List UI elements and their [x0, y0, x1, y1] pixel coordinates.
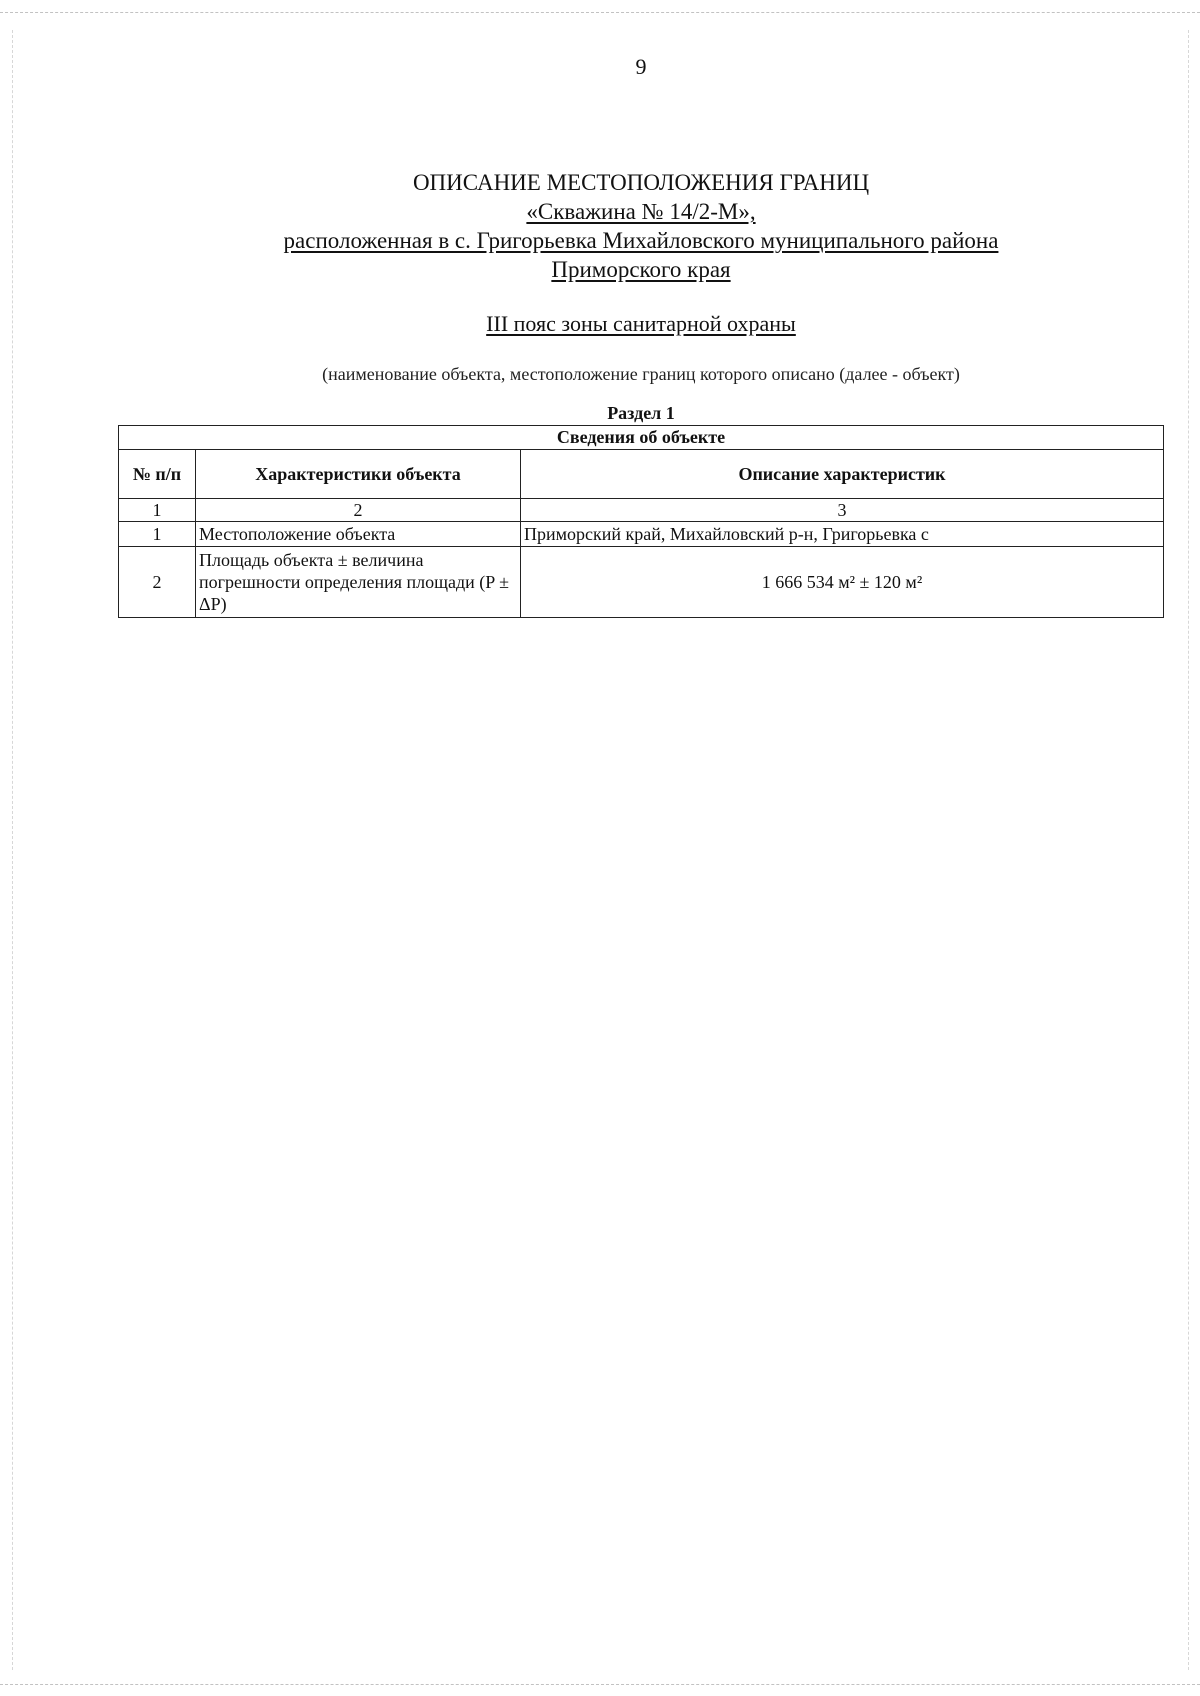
header-description: Описание характеристик [521, 450, 1164, 499]
row-characteristic: Площадь объекта ± величина погрешности определения площади (P ± ΔP) [196, 547, 521, 618]
row-description: Приморский край, Михайловский р-н, Григорьевка с [521, 522, 1164, 547]
column-number: 2 [196, 499, 521, 522]
title-line-4 [0, 255, 1200, 284]
table-row [119, 522, 1164, 547]
object-info-table [118, 425, 1164, 618]
row-number: 1 [119, 522, 196, 547]
table-row [119, 547, 1164, 618]
object-caption: (наименование объекта, местоположение границ которого описано (далее - объект) [322, 364, 960, 384]
table-title: Сведения об объекте [119, 426, 1164, 450]
header-number: № п/п [119, 450, 196, 499]
object-region: Приморского края [551, 257, 731, 282]
title-line-1: ОПИСАНИЕ МЕСТОПОЛОЖЕНИЯ ГРАНИЦ [412, 170, 870, 195]
title-line-3 [0, 226, 1200, 255]
page-number: 9 [635, 54, 647, 79]
title-line-2 [0, 197, 1200, 226]
column-number: 1 [119, 499, 196, 522]
table-title-row [119, 426, 1164, 450]
scan-edge-top [0, 12, 1200, 13]
zone-label: III пояс зоны санитарной охраны [486, 311, 796, 336]
zone-heading [0, 311, 1200, 337]
document-title [0, 168, 1200, 284]
object-name: «Скважина № 14/2-М», [526, 199, 756, 224]
object-location: расположенная в с. Григорьевка Михайловского муниципального района [283, 228, 999, 253]
table-header-row [119, 450, 1164, 499]
header-characteristic: Характеристики объекта [196, 450, 521, 499]
column-number: 3 [521, 499, 1164, 522]
scan-edge-bottom [0, 1684, 1200, 1685]
section-label: Раздел 1 [607, 403, 675, 423]
row-description: 1 666 534 м² ± 120 м² [521, 547, 1164, 618]
column-number-row [119, 499, 1164, 522]
row-number: 2 [119, 547, 196, 618]
row-characteristic: Местоположение объекта [196, 522, 521, 547]
